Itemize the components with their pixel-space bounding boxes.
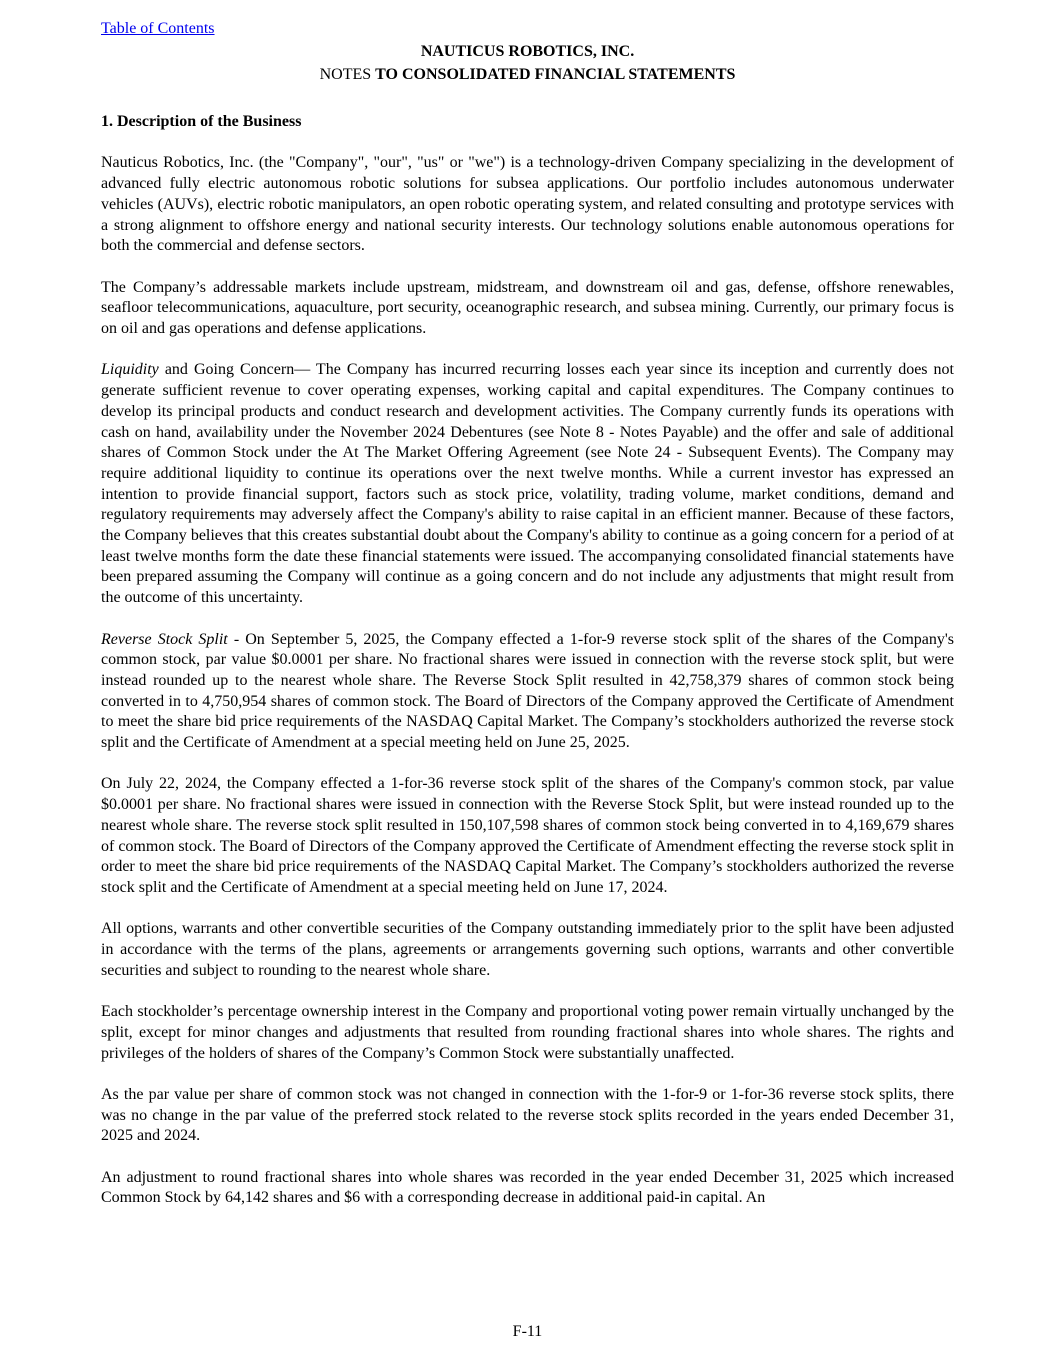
paragraph-addressable-markets [101,278,954,340]
paragraph-text: - On September 5, 2025, the Company effected a 1-for-9 reverse stock split of the shares of the Company's common stock, par value $0.0001 per share. No fractional shares were issued in connection with the reverse stock split, but were instead rounded up to the nearest whole share. The Reverse Stock Split resulted in 42,758,379 shares of common stock being converted in to 4,750,954 shares of common stock. The Board of Directors of the Company approved the Certificate of Amendment to meet the share bid price requirements of the NASDAQ Capital Market. The Company’s stockholders authorized the reverse stock split and the Certificate of Amendment at a special meeting held on June 25, 2025. [101,630,955,752]
paragraph-reverse-stock-split-2024 [101,774,954,898]
paragraph-reverse-stock-split-2025 [101,630,954,754]
notes-title-main: TO CONSOLIDATED FINANCIAL STATEMENTS [375,66,736,83]
notes-title-prefix: NOTES [319,66,372,83]
paragraph-par-value [101,1085,954,1147]
paragraph-text: The Company’s addressable markets include upstream, midstream, and downstream oil and gas, defense, offshore renewables, seafloor telecommunications, aquaculture, port security, oceanographic research, and subsea mining. Currently, our primary focus is on oil and gas operations and defense applications. [101,278,954,337]
paragraph-text: Each stockholder’s percentage ownership interest in the Company and proportional voting power remain virtually unchanged by the split, except for minor changes and adjustments that resulted from rounding fractional shares into whole shares. The rights and privileges of the holders of shares of the Company’s Common Stock were substantially unaffected. [101,1003,954,1062]
paragraph-liquidity-going-concern [101,360,954,608]
paragraph-ownership-interest [101,1002,954,1064]
paragraph-lead-italic: Liquidity [101,361,159,379]
page-number: F-11 [512,1323,543,1340]
paragraph-fractional-share-adjustment [101,1168,954,1209]
paragraph-text: An adjustment to round fractional shares into whole shares was recorded in the year ended December 31, 2025 which increased Common Stock by 64,142 shares and $6 with a corresponding decrease in additional paid-in capital. An [101,1168,954,1207]
paragraph-text: Nauticus Robotics, Inc. (the "Company", "our", "us" or "we") is a technology-driven Company specializing in the development of advanced fully electric autonomous robotic solutions for subsea applications. Our portfolio includes autonomous underwater vehicles (AUVs), electric robotic manipulators, an open robotic operating system, and related consulting and prototype services with a strong alignment to offshore energy and national security interests. Our technology solutions enable autonomous operations for both the commercial and defense sectors. [101,154,954,255]
paragraph-options-warrants-adjustment [101,919,954,981]
paragraph-business-overview [101,153,954,257]
section-heading: 1. Description of the Business [101,113,302,130]
table-of-contents-link[interactable]: Table of Contents [101,20,215,37]
document-page [101,18,954,1209]
paragraph-text: and Going Concern— The Company has incurred recurring losses each year since its inception and currently does not generate sufficient revenue to cover operating expenses, working capital and capital expenditures. The Company continues to develop its principal products and conduct research and development activities. The Company currently funds its operations with cash on hand, availability under the November 2024 Debentures (see Note 8 - Notes Payable) and the offer and sale of additional shares of Common Stock under the At The Market Offering Agreement (see Note 24 - Subsequent Events). The Company may require additional liquidity to continue its operations over the next twelve months. While a current investor has expressed an intention to provide financial support, factors such as stock price, volatility, trading volume, market conditions, demand and regulatory requirements may adversely affect the Company's ability to raise capital in an efficient manner. Because of these factors, the Company believes that this creates substantial doubt about the Company's ability to continue as a going concern for a period of at least twelve months form the date these financial statements were issued. The accompanying consolidated financial statements have been prepared assuming the Company will continue as a going concern and do not include any adjustments that might result from the outcome of this uncertainty. [101,361,954,607]
company-name-heading: NAUTICUS ROBOTICS, INC. [420,43,635,60]
paragraph-text: All options, warrants and other convertible securities of the Company outstanding immediately prior to the split have been adjusted in accordance with the terms of the plans, agreements or arrangements governing such options, warrants and other convertible securities and subject to rounding to the nearest whole share. [101,920,954,979]
paragraph-lead-italic: Reverse Stock Split [101,630,228,648]
paragraph-text: As the par value per share of common stock was not changed in connection with the 1-for-9 or 1-for-36 reverse stock splits, there was no change in the par value of the preferred stock related to the reverse stock splits recorded in the years ended December 31, 2025 and 2024. [101,1085,954,1145]
notes-title-heading [101,64,954,86]
paragraph-text: On July 22, 2024, the Company effected a 1-for-36 reverse stock split of the shares of the Company's common stock, par value $0.0001 per share. No fractional shares were issued in connection with the Reverse Stock Split, but were instead rounded up to the nearest whole share. The reverse stock split resulted in 150,107,598 shares of common stock being converted in to 4,169,679 shares of common stock. The Board of Directors of the Company approved the Certificate of Amendment effecting the reverse stock split in order to meet the share bid price requirements of the NASDAQ Capital Market. The Company’s stockholders authorized the reverse stock split and the Certificate of Amendment at a special meeting held on June 17, 2024. [101,775,954,896]
